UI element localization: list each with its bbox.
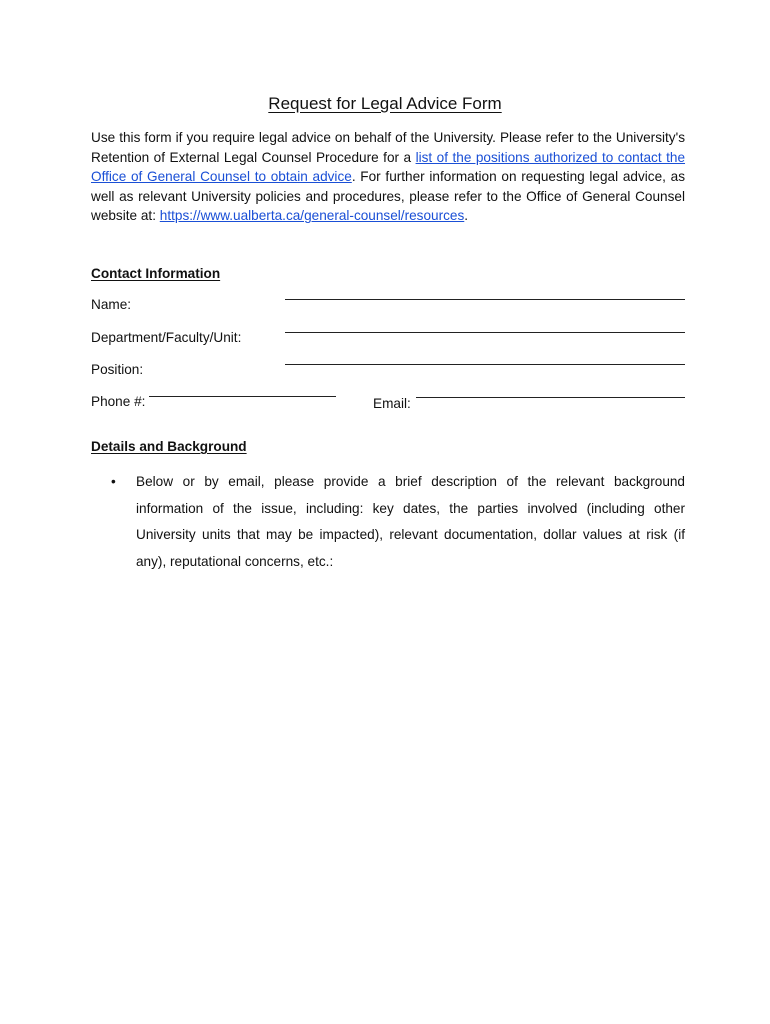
details-background-heading: Details and Background [91,439,247,454]
page-title: Request for Legal Advice Form [268,94,502,113]
position-label: Position: [91,362,144,377]
phone-field[interactable] [149,396,336,397]
phone-label: Phone #: [91,394,146,409]
department-field[interactable] [285,332,685,333]
department-label: Department/Faculty/Unit: [91,330,242,345]
intro-text-part-1: Use this form if you require legal advice on behalf of the University. Please refer to the University's Retention of External Legal Counsel Procedure for a [91,130,685,165]
email-label: Email: [373,396,411,411]
intro-paragraph [91,128,685,226]
contact-information-heading: Contact Information [91,266,221,281]
general-counsel-website-link[interactable]: https://www.ualberta.ca/general-counsel/resources [159,208,465,224]
details-instruction-text: Below or by email, please provide a brief description of the relevant background information of the issue, including: key dates, the parties involved (including other University units that may be impacted), relevant documentation, dollar values at risk (if any), reputational concerns, etc.: [136,474,685,569]
intro-text-part-2: . For further information on requesting legal advice, as well as relevant University policies and procedures, please refer to the Office of General Counsel website at: [91,169,685,224]
details-bullet-list [91,469,685,575]
name-field[interactable] [285,299,685,300]
email-field[interactable] [416,397,685,398]
position-field[interactable] [285,364,685,365]
list-item [91,469,685,575]
bullet-icon: • [111,474,116,489]
intro-text-part-3: . [464,208,469,224]
authorized-positions-link[interactable]: list of the positions authorized to contact the Office of General Counsel to obtain advice [91,149,686,185]
name-label: Name: [91,297,132,312]
